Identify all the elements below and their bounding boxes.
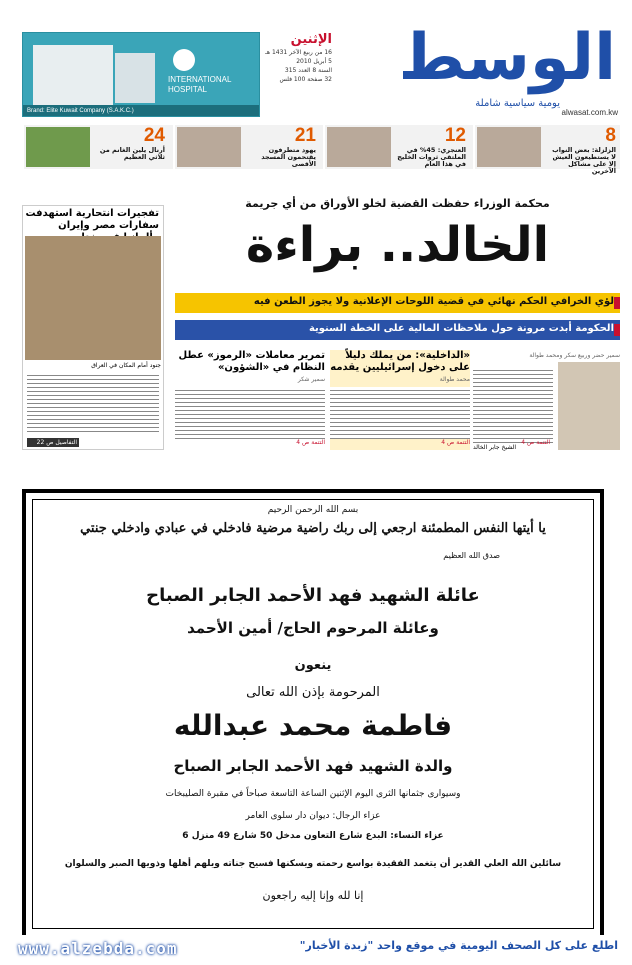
logo-text: الوسط	[398, 21, 616, 95]
bullet-square-icon	[614, 297, 620, 309]
teaser-text: الزلزلة: بعض النواب لا يستطيعون العيش إلا على مشاكل الآخرين	[552, 146, 616, 175]
byline: سمير حضر وربيع سكر ومحمد طوالة	[529, 352, 620, 359]
teaser-text: يهود متطرفون يقتحمون المسجد الأقصى	[261, 146, 316, 168]
building-image-2	[115, 53, 155, 103]
building-image	[33, 45, 113, 105]
headline-bar-blue[interactable]	[175, 320, 620, 340]
date-line: 16 من ربيع الآخر 1431 هـ	[265, 49, 332, 56]
left-story[interactable]	[22, 205, 164, 450]
main-headline[interactable]: الخالد.. براءة	[245, 217, 550, 273]
story-headline: تفجيرات انتحارية استهدفت سفارات مصر وإيران	[25, 208, 159, 231]
story-column[interactable]	[330, 350, 470, 450]
teaser-text: العنجري: 45% في الملتقى ثروات الخليج في هذا العام	[397, 146, 466, 168]
story-body-text	[473, 367, 553, 443]
minister-photo	[558, 362, 620, 450]
newspaper-logo[interactable]	[334, 21, 620, 120]
bar-text: الحكومة أبدت مرونة حول ملاحظات المالية على الخطة السنوية	[308, 323, 614, 334]
deceased-name: فاطمة محمد عبدالله	[173, 709, 453, 742]
teaser-page-number: 12	[444, 125, 466, 146]
teaser-item[interactable]	[323, 125, 470, 169]
story-body-text	[175, 387, 325, 439]
story-body-text	[27, 372, 159, 434]
family-line-2: وعائلة المرحوم الحاج/ أمين الأحمد	[187, 619, 439, 637]
teaser-page-number: 8	[605, 125, 616, 146]
verse-end: صدق الله العظيم	[443, 551, 500, 560]
date-line: السنة 8 العدد 315	[284, 67, 332, 74]
late-title: المرحومة بإذن الله تعالى	[246, 685, 380, 700]
teaser-photo	[477, 127, 541, 167]
continued-link[interactable]: التتمة ص 4	[296, 439, 325, 446]
kicker-headline[interactable]: محكمة الوزراء حفظت القضية لخلو الأوراق من أي جريمة	[245, 197, 550, 210]
tagline: يومية سياسية شاملة	[475, 98, 560, 109]
footer-url-link[interactable]: www.alzebda.com	[18, 939, 178, 958]
obituary-notice	[22, 489, 604, 939]
ad-hospital-name: INTERNATIONAL HOSPITAL	[168, 75, 232, 94]
quran-verse: يا أيتها النفس المطمئنة ارجعي إلى ربك راضية مرضية فادخلي في عبادي وادخلي جنتي	[80, 521, 546, 536]
story-headline: تمرير معاملات «الرموز» عطل النظام في «الشؤون»	[178, 350, 325, 373]
byline: سمير شكر	[297, 376, 325, 383]
teaser-page-number: 24	[143, 125, 165, 146]
bullet-square-icon	[614, 324, 620, 336]
teaser-photo	[327, 127, 391, 167]
date-line: 5 أبريل 2010	[296, 58, 332, 65]
footer-promo-text: اطلع على كل الصحف اليومية في موقع واحد "زبدة الأخبار"	[299, 939, 618, 952]
closing-verse: إنا لله وإنا إليه راجعون	[262, 889, 364, 902]
photo-caption: الشيخ جابر الخالد	[473, 444, 517, 451]
footer-banner	[0, 935, 632, 965]
story-photo	[25, 236, 161, 360]
date-block	[262, 32, 332, 116]
byline: محمد طوالة	[439, 376, 470, 383]
issue-day: الإثنين	[290, 32, 332, 47]
men-condolence: عزاء الرجال: ديوان دار سلوى العامر	[245, 811, 381, 821]
women-condolence: عزاء النساء: البدع شارع التعاون مدخل 50 شارع 49 منزل 6	[182, 831, 444, 841]
teaser-text: أرنال يلين الغانم من ثلاثي العظيم	[99, 146, 165, 161]
story-headline: «الداخلية»: من يملك دليلاً على دخول إسرائيليين يقدمه	[330, 350, 470, 373]
hospital-ad-banner[interactable]	[22, 32, 260, 117]
family-line-1: عائلة الشهيد فهد الأحمد الجابر الصباح	[146, 585, 480, 606]
website-link[interactable]: alwasat.com.kw	[561, 108, 618, 117]
story-column[interactable]	[473, 350, 620, 450]
teaser-strip	[22, 125, 620, 175]
teaser-photo	[177, 127, 241, 167]
continued-link[interactable]: التتمة ص 4	[441, 439, 470, 446]
headline-bar-yellow[interactable]	[175, 293, 620, 313]
ad-strip: Brand: Elite Kuwait Company (S.A.K.C.)	[23, 105, 260, 117]
story-more-link[interactable]: التفاصيل ص 22	[27, 438, 79, 447]
story-body-text	[330, 387, 470, 439]
teaser-page-number: 21	[294, 125, 316, 146]
basmala: بسم الله الرحمن الرحيم	[267, 505, 359, 515]
relation-line: والدة الشهيد فهد الأحمد الجابر الصباح	[173, 757, 453, 775]
teaser-item[interactable]	[22, 125, 169, 169]
teaser-item[interactable]	[473, 125, 620, 175]
announce: ينعون	[294, 658, 332, 673]
funeral-line: وسيوارى جثمانها الثرى اليوم الإثنين الساعة التاسعة صباحاً في مقبرة الصليبخات	[165, 789, 461, 799]
teaser-item[interactable]	[173, 125, 320, 169]
photo-caption: جنود أمام المكان في العراق	[91, 362, 161, 369]
continued-link[interactable]: التتمة ص 4	[521, 439, 550, 446]
story-column[interactable]	[175, 350, 325, 450]
bar-text: لؤي الخرافي الحكم نهائي في قضية اللوحات الإعلانية ولا يجوز الطعن فيه	[253, 296, 614, 307]
hospital-logo-icon	[173, 49, 195, 71]
date-line: 32 صفحة 100 فلس	[279, 76, 332, 83]
prayer-line: سائلين الله العلي القدير أن يتغمد الفقيدة بواسع رحمته ويسكنها فسيح جناته ويلهم أهلها وذويها الصبر والسلوان	[64, 859, 562, 869]
masthead	[22, 21, 620, 120]
teaser-photo	[26, 127, 90, 167]
